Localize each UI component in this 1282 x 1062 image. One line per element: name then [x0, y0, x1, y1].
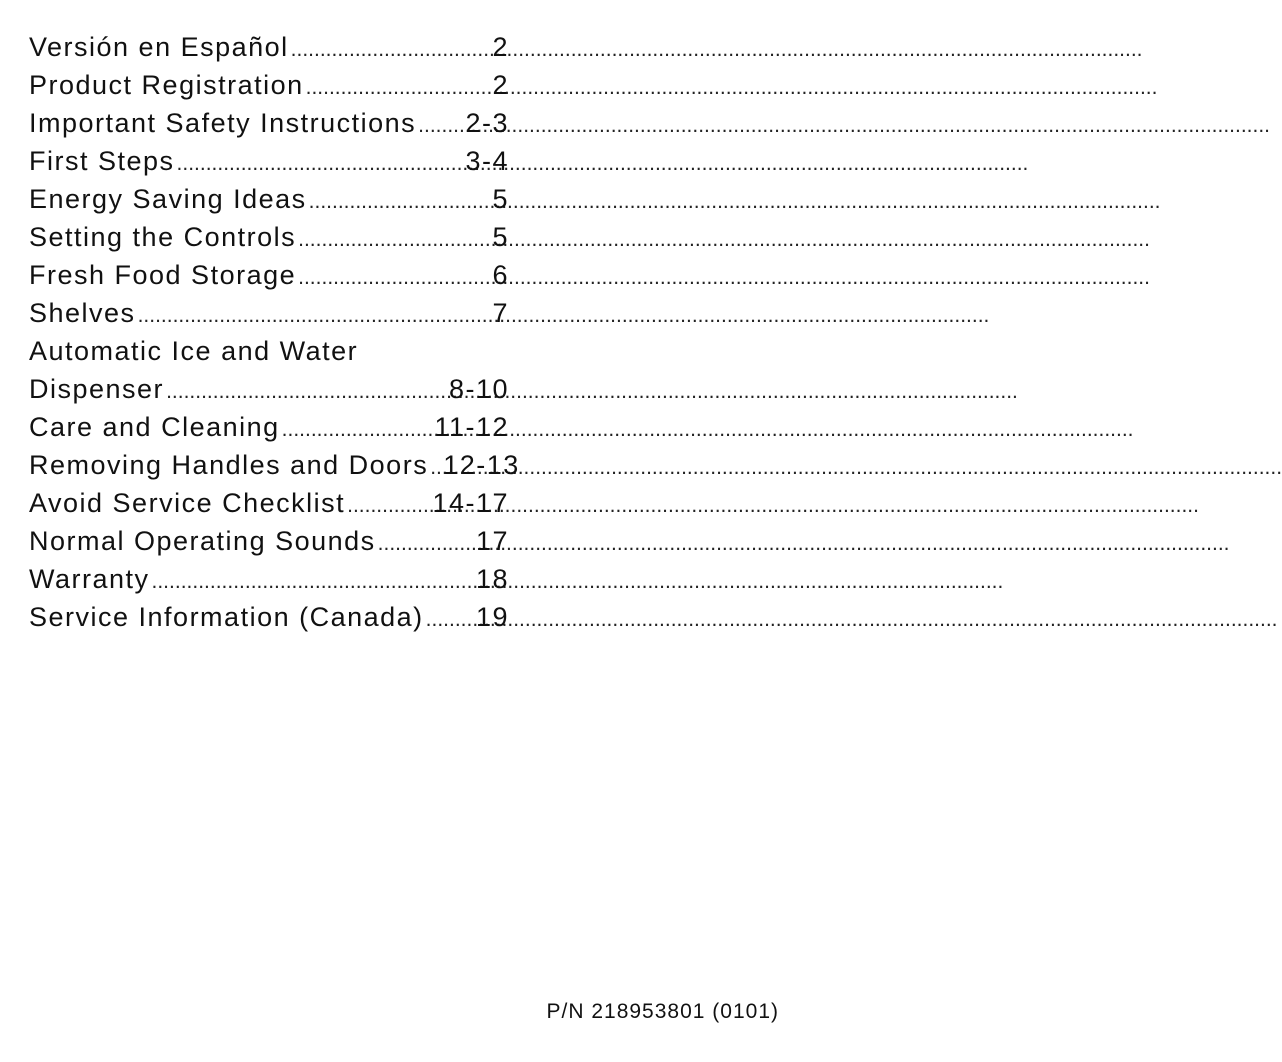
- toc-entry-page: 6: [492, 260, 509, 290]
- toc-entry-warranty[interactable]: [29, 560, 509, 598]
- toc-entry-title: Care and Cleaning: [29, 412, 280, 442]
- toc-entry-title-line1[interactable]: Automatic Ice and Water: [29, 336, 359, 366]
- toc-entry-avoid-service-checklist[interactable]: [29, 484, 509, 522]
- toc-entry-page: 8-10: [448, 374, 509, 404]
- toc-entry-fresh-food-storage[interactable]: [29, 256, 509, 294]
- toc-entry-title: First Steps: [29, 146, 175, 176]
- toc-entry-title: Shelves: [29, 298, 136, 328]
- toc-entry-page: 17: [475, 526, 509, 556]
- toc-entry-page: 2: [492, 32, 509, 62]
- part-number: P/N 218953801 (0101): [546, 1000, 779, 1023]
- toc-entry-title: Important Safety Instructions: [29, 108, 417, 138]
- toc-entry-page: 5: [492, 184, 509, 214]
- toc-entry-important-safety-instructions[interactable]: [29, 104, 509, 142]
- dot-leader: [166, 373, 446, 411]
- toc-entry-page: 14-17: [432, 488, 509, 518]
- toc-entry-removing-handles-and-doors[interactable]: [29, 446, 520, 484]
- toc-entry-page: 7: [492, 298, 509, 328]
- table-of-contents: [29, 28, 520, 636]
- dot-leader: [347, 487, 429, 525]
- toc-entry-title: Removing Handles and Doors: [29, 450, 429, 480]
- toc-entry-normal-operating-sounds[interactable]: [29, 522, 509, 560]
- toc-entry-title: Versión en Español: [29, 32, 289, 62]
- dot-leader: [138, 297, 490, 335]
- toc-entry-title: Normal Operating Sounds: [29, 526, 376, 556]
- dot-leader: [378, 525, 473, 563]
- toc-entry-page: 3-4: [465, 146, 509, 176]
- toc-entry-product-registration[interactable]: [29, 66, 509, 104]
- dot-leader: [309, 183, 490, 221]
- toc-entry-care-and-cleaning[interactable]: [29, 408, 509, 446]
- toc-entry-title: Avoid Service Checklist: [29, 488, 346, 518]
- toc-entry-page: 11-12: [434, 412, 509, 442]
- toc-entry-service-information-canada[interactable]: [29, 598, 509, 636]
- dot-leader: [298, 259, 489, 297]
- dot-leader: [282, 411, 432, 449]
- dot-leader: [177, 145, 463, 183]
- toc-entry-setting-the-controls[interactable]: [29, 218, 509, 256]
- dot-leader: [298, 221, 489, 259]
- toc-entry-title: Fresh Food Storage: [29, 260, 297, 290]
- dot-leader: [291, 31, 490, 69]
- toc-entry-title: Energy Saving Ideas: [29, 184, 307, 214]
- toc-entry-title: Service Information (Canada): [29, 602, 424, 632]
- toc-entry-page: 2-3: [465, 108, 509, 138]
- dot-leader: [152, 563, 473, 601]
- dot-leader: [418, 107, 462, 145]
- dot-leader: [426, 601, 473, 639]
- toc-entry-page: 12-13: [443, 450, 520, 480]
- toc-entry-page: 5: [492, 222, 509, 252]
- toc-entry-first-steps[interactable]: [29, 142, 509, 180]
- toc-entry-page: 2: [492, 70, 509, 100]
- toc-entry-title: Warranty: [29, 564, 150, 594]
- toc-entry-title: Dispenser: [29, 374, 165, 404]
- toc-entry-page: 19: [475, 602, 509, 632]
- dot-leader: [306, 69, 490, 107]
- toc-entry-title: Setting the Controls: [29, 222, 297, 252]
- toc-entry-title: Product Registration: [29, 70, 304, 100]
- toc-entry-shelves[interactable]: [29, 294, 509, 332]
- toc-entry-version-espanol[interactable]: [29, 28, 509, 66]
- dot-leader: [430, 449, 440, 487]
- toc-entry-energy-saving-ideas[interactable]: [29, 180, 509, 218]
- toc-entry-page: 18: [475, 564, 509, 594]
- toc-entry-automatic-ice-and-water-dispenser[interactable]: [29, 370, 509, 408]
